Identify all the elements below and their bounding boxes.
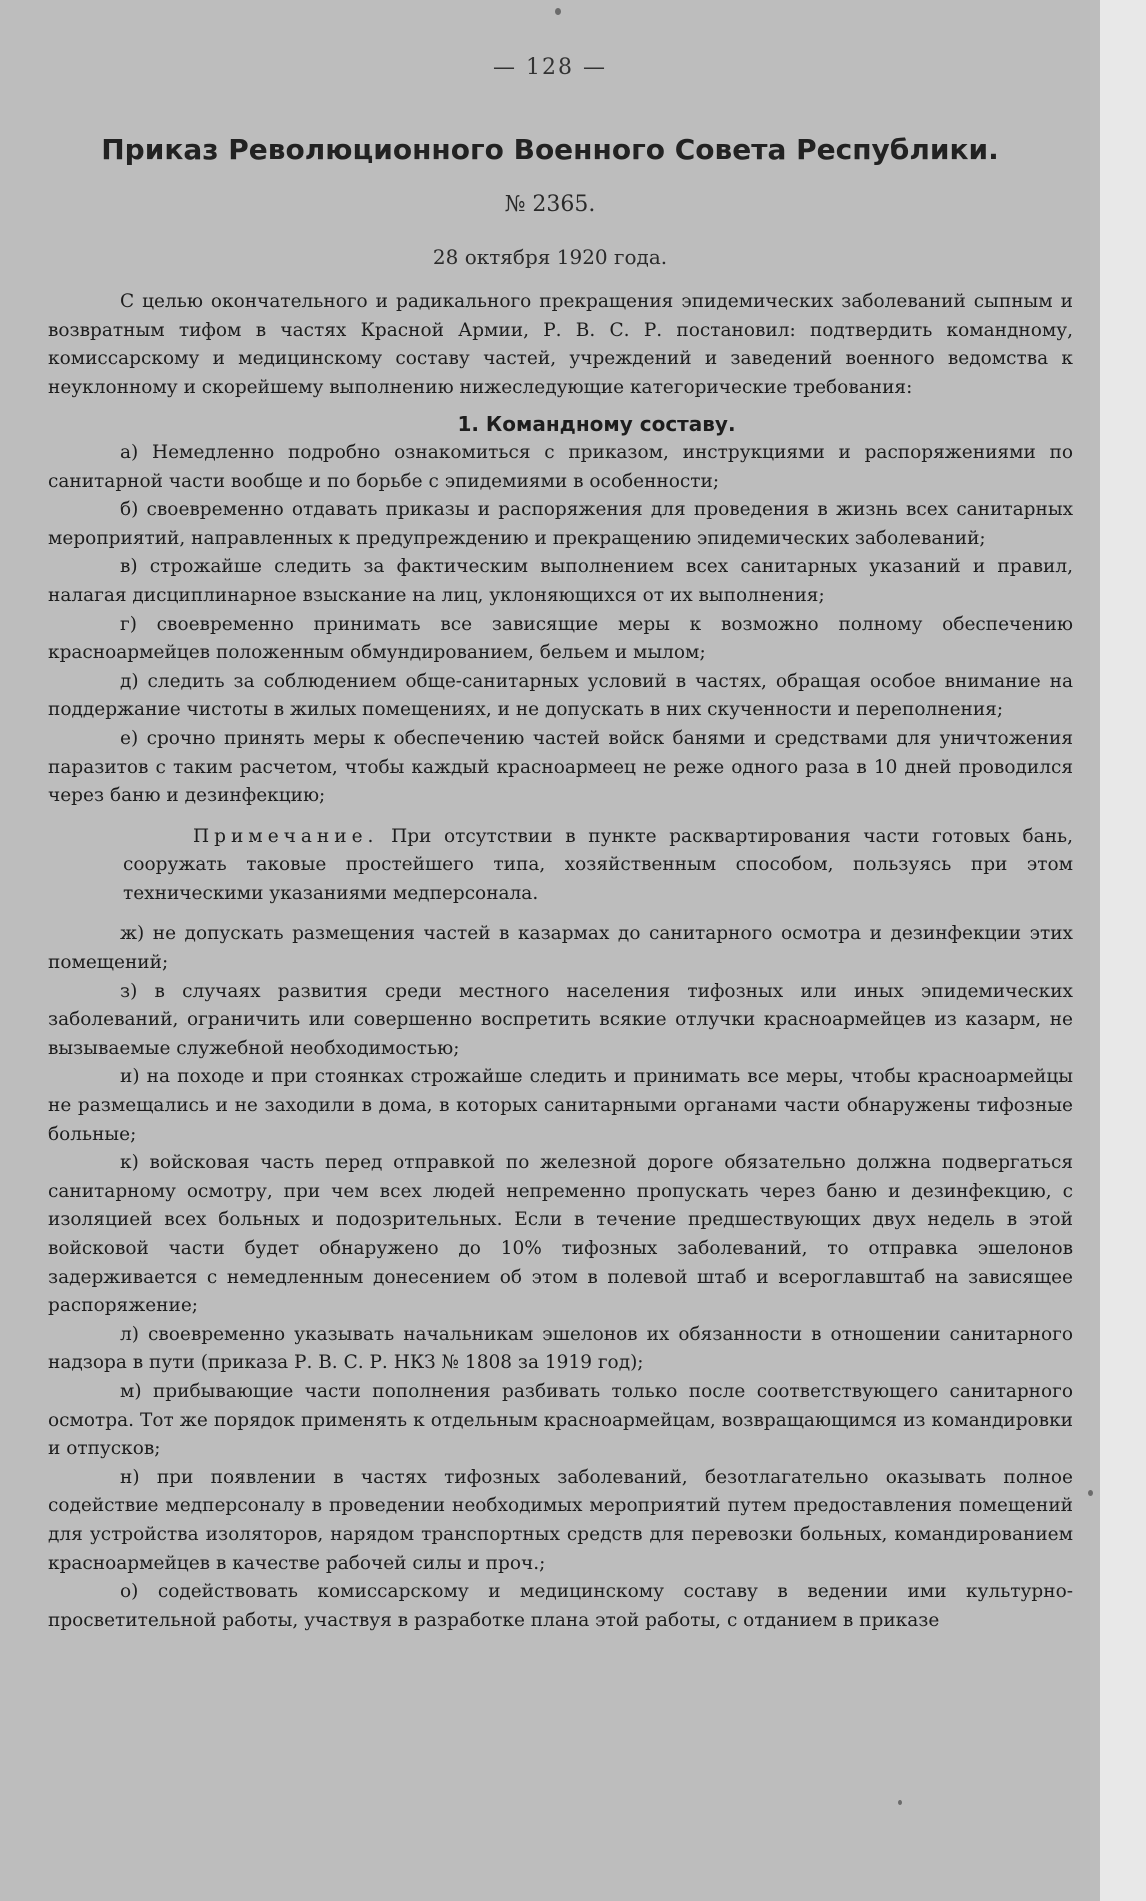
ink-spot (1088, 1490, 1093, 1496)
page-number: — 128 — (493, 55, 607, 80)
list-item: д) следить за соблюдением обще-санитарных условий в частях, обращая особое внимание на поддержание чистоты в жилых помещениях, и не допускать в них скученности и переполнения; (48, 670, 1073, 721)
list-item: г) своевременно принимать все зависящие меры к возможно полному обеспечению красноармейцев положенным обмундированием, бельем и мылом; (48, 613, 1073, 664)
page-title: Приказ Революционного Военного Совета Республики. (101, 133, 999, 166)
list-item: и) на походе и при стоянках строжайше следить и принимать все меры, чтобы красноармейцы не размещались и не заходили в дома, в которых санитарными органами части обнаружены тифозные больные; (48, 1066, 1073, 1145)
list-item: м) прибывающие части пополнения разбивать только после соответствующего санитарного осмотра. Тот же порядок применять к отдельным красноармейцам, возвращающимся из командировки и отпусков; (48, 1380, 1073, 1460)
ink-spot (555, 8, 561, 15)
list-item: з) в случаях развития среди местного населения тифозных или иных эпидемических заболеваний, ограничить или совершенно воспретить всякие отлучки красноармейцев из казарм, не вызываемые служебной необходимостью; (48, 980, 1073, 1059)
list-item: н) при появлении в частях тифозных заболеваний, безотлагательно оказывать полное содействие медперсоналу в проведении необходимых мероприятий путем предоставления помещений для устройства изоляторов, нарядом транспортных средств для перевозки больных, командированием красноармейцев в качестве рабочей силы и проч.; (48, 1466, 1073, 1574)
list-item: о) содействовать комиссарскому и медицинскому составу в ведении ими культурно-просветительной работы, участвуя в разработке плана этой работы, с отданием в приказе (48, 1581, 1073, 1631)
note-paragraph (123, 823, 1073, 909)
list-item: а) Немедленно подробно ознакомиться с приказом, инструкциями и распоряжениями по санитарной части вообще и по борьбе с эпидемиями в особенности; (48, 441, 1073, 492)
note-label: Примечание. (193, 825, 379, 847)
order-number: № 2365. (504, 192, 596, 217)
list-item: в) строжайше следить за фактическим выполнением всех санитарных указаний и правил, налагая дисциплинарное взыскание на лиц, уклоняющихся от их выполнения; (48, 556, 1073, 606)
order-date: 28 октября 1920 года. (432, 245, 668, 269)
section-heading: 1. Командному составу. (457, 412, 736, 437)
intro-paragraph: С целью окончательного и радикального прекращения эпидемических заболеваний сыпным и возвратным тифом в частях Красной Армии, Р. В. С. Р. постановил: подтвердить командному, комиссарскому и медицинскому составу частей, учреждений и заведений военного ведомства к неуклонному и скорейшему выполнению нижеследующие категорические требования: (48, 291, 1073, 398)
list-item: ж) не допускать размещения частей в казармах до санитарного осмотра и дезинфекции этих помещений; (48, 923, 1073, 974)
document-body (48, 288, 1073, 1635)
list-item: е) срочно принять меры к обеспечению частей войск банями и средствами для уничтожения паразитов с таким расчетом, чтобы каждый красноармеец не реже одного раза в 10 дней проводился через баню и дезинфекцию; (48, 727, 1073, 807)
note-text: При отсутствии в пункте расквартирования части готовых бань, сооружать таковые простейшего типа, хозяйственным способом, пользуясь при этом техническими указаниями медперсонала. (123, 825, 1073, 904)
list-item: б) своевременно отдавать приказы и распоряжения для проведения в жизнь всех санитарных мероприятий, направленных к предупреждению и прекращению эпидемических заболеваний; (48, 499, 1073, 549)
ink-spot (898, 1800, 902, 1805)
list-item: к) войсковая часть перед отправкой по железной дороге обязательно должна подвергаться санитарному осмотру, при чем всех людей непременно пропускать через баню и дезинфекцию, с изоляцией всех больных и подозрительных. Если в течение предшествующих двух недель в этой войсковой части будет обнаружено до 10% тифозных заболеваний, то отправка эшелонов задерживается с немедленным донесением об этом в полевой штаб и всероглавштаб на зависящее распоряжение; (48, 1152, 1073, 1317)
list-item: л) своевременно указывать начальникам эшелонов их обязанности в отношении санитарного надзора в пути (приказа Р. В. С. Р. НКЗ № 1808 за 1919 год); (48, 1323, 1073, 1374)
